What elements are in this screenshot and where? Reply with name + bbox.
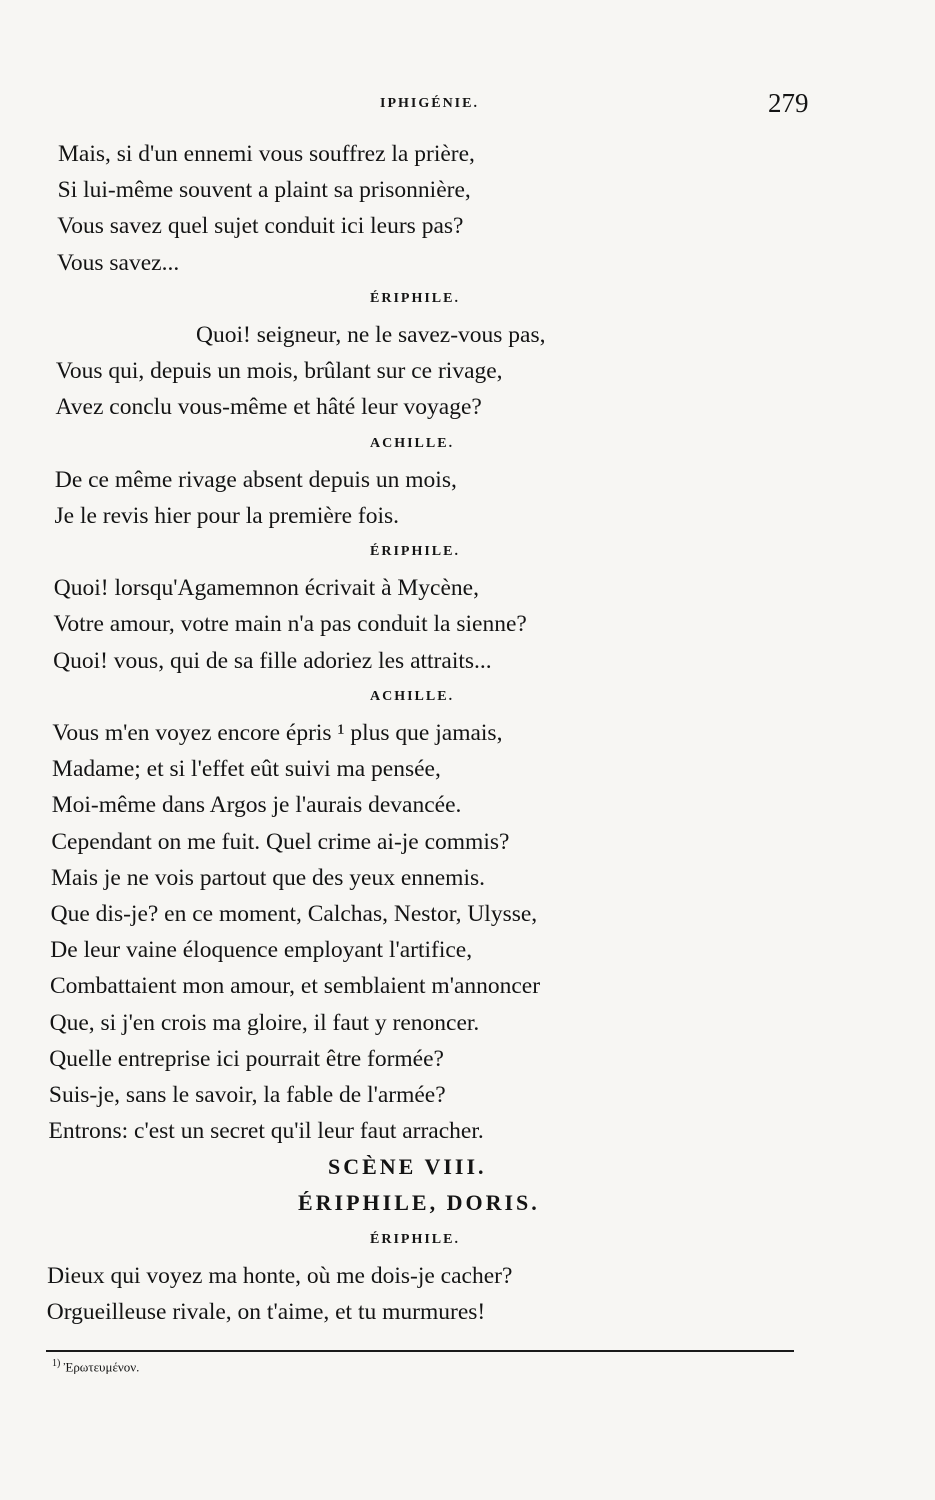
verse-line	[0, 1041, 935, 1077]
verse-text: Votre amour, votre main n'a pas conduit la sienne?	[53, 611, 527, 638]
verse-text: Quelle entreprise ici pourrait être formée?	[49, 1045, 444, 1072]
verse-line	[0, 751, 935, 787]
verse-line	[0, 1294, 935, 1330]
verse-line	[0, 787, 935, 823]
verse-text: Madame; et si l'effet eût suivi ma pensée,	[52, 756, 441, 783]
verse-line	[0, 968, 935, 1004]
speaker-name	[0, 426, 935, 462]
verse-text: Avez conclu vous-même et hâté leur voyage?	[55, 394, 482, 421]
verse-text: Que, si j'en crois ma gloire, il faut y renoncer.	[49, 1009, 480, 1036]
verse-text: De ce même rivage absent depuis un mois,	[54, 466, 457, 493]
verse-text: Entrons: c'est un secret qu'il leur faut arracher.	[48, 1118, 484, 1145]
speaker-label: ÉRIPHILE.	[370, 290, 460, 306]
verse-text: Moi-même dans Argos je l'aurais devancée.	[51, 792, 462, 819]
verse-line	[0, 245, 935, 281]
verse-text: Dieux qui voyez ma honte, où me dois-je cacher?	[47, 1262, 513, 1289]
verse-text: Vous savez quel sujet conduit ici leurs pas?	[57, 213, 464, 240]
speaker-label: ÉRIPHILE.	[370, 544, 460, 560]
verse-line	[0, 1077, 935, 1113]
verse-line	[0, 389, 935, 425]
verse-line	[0, 1113, 935, 1149]
verse-line	[0, 860, 935, 896]
scene-heading-text: SCÈNE VIII.	[328, 1154, 487, 1180]
footnote-rule	[46, 1350, 794, 1352]
verse-line	[0, 136, 935, 172]
verse-line	[0, 208, 935, 244]
verse-line	[0, 498, 935, 534]
verse-text: Quoi! lorsqu'Agamemnon écrivait à Mycène,	[53, 575, 479, 602]
speaker-label: ÉRIPHILE.	[370, 1231, 460, 1247]
verse-line	[0, 317, 935, 353]
verse-line	[0, 172, 935, 208]
verse-text: Mais je ne vois partout que des yeux ennemis.	[51, 864, 486, 891]
scene-heading-text: ÉRIPHILE, DORIS.	[298, 1190, 540, 1216]
verse-text: Vous qui, depuis un mois, brûlant sur ce rivage,	[55, 358, 503, 385]
verse-line	[0, 570, 935, 606]
speaker-name	[0, 1222, 935, 1258]
speaker-name	[0, 679, 935, 715]
verse-line	[0, 1005, 935, 1041]
verse-line	[0, 462, 935, 498]
verse-line	[0, 715, 935, 751]
verse-text: Que dis-je? en ce moment, Calchas, Nestor, Ulysse,	[50, 900, 538, 927]
verse-line	[0, 932, 935, 968]
verse-line	[0, 643, 935, 679]
verse-text: Suis-je, sans le savoir, la fable de l'armée?	[48, 1081, 446, 1108]
verse-text: Vous savez...	[56, 249, 180, 276]
verse-text: Je le revis hier pour la première fois.	[54, 502, 400, 529]
play-text	[0, 136, 935, 1330]
verse-text: Quoi! seigneur, ne le savez-vous pas,	[196, 321, 546, 348]
verse-line	[0, 1258, 935, 1294]
verse-text: Cependant on me fuit. Quel crime ai-je commis?	[51, 828, 510, 855]
speaker-label: ACHILLE.	[370, 435, 455, 451]
speaker-name	[0, 281, 935, 317]
verse-text: Quoi! vous, qui de sa fille adoriez les attraits...	[53, 647, 492, 674]
scene-heading	[0, 1149, 935, 1185]
footnote-text: Ἐρωτευμένον.	[63, 1359, 140, 1375]
verse-text: Combattaient mon amour, et semblaient m'annoncer	[49, 973, 541, 1000]
speaker-name	[0, 534, 935, 570]
speaker-label: ACHILLE.	[370, 688, 455, 704]
page-number: 279	[768, 88, 809, 118]
footnote	[52, 1358, 139, 1375]
footnote-marker: 1)	[52, 1358, 61, 1369]
verse-text: Si lui-même souvent a plaint sa prisonnière,	[57, 177, 471, 204]
verse-text: Mais, si d'un ennemi vous souffrez la prière,	[58, 141, 475, 167]
verse-line	[0, 896, 935, 932]
verse-text: Orgueilleuse rivale, on t'aime, et tu murmures!	[46, 1299, 486, 1325]
verse-text: Vous m'en voyez encore épris ¹ plus que jamais,	[52, 720, 503, 746]
verse-line	[0, 606, 935, 642]
page-header	[0, 88, 935, 128]
verse-line	[0, 353, 935, 389]
verse-line	[0, 824, 935, 860]
scene-heading	[0, 1185, 935, 1221]
running-title: IPHIGÉNIE.	[380, 96, 479, 111]
verse-text: De leur vaine éloquence employant l'artifice,	[50, 937, 473, 964]
